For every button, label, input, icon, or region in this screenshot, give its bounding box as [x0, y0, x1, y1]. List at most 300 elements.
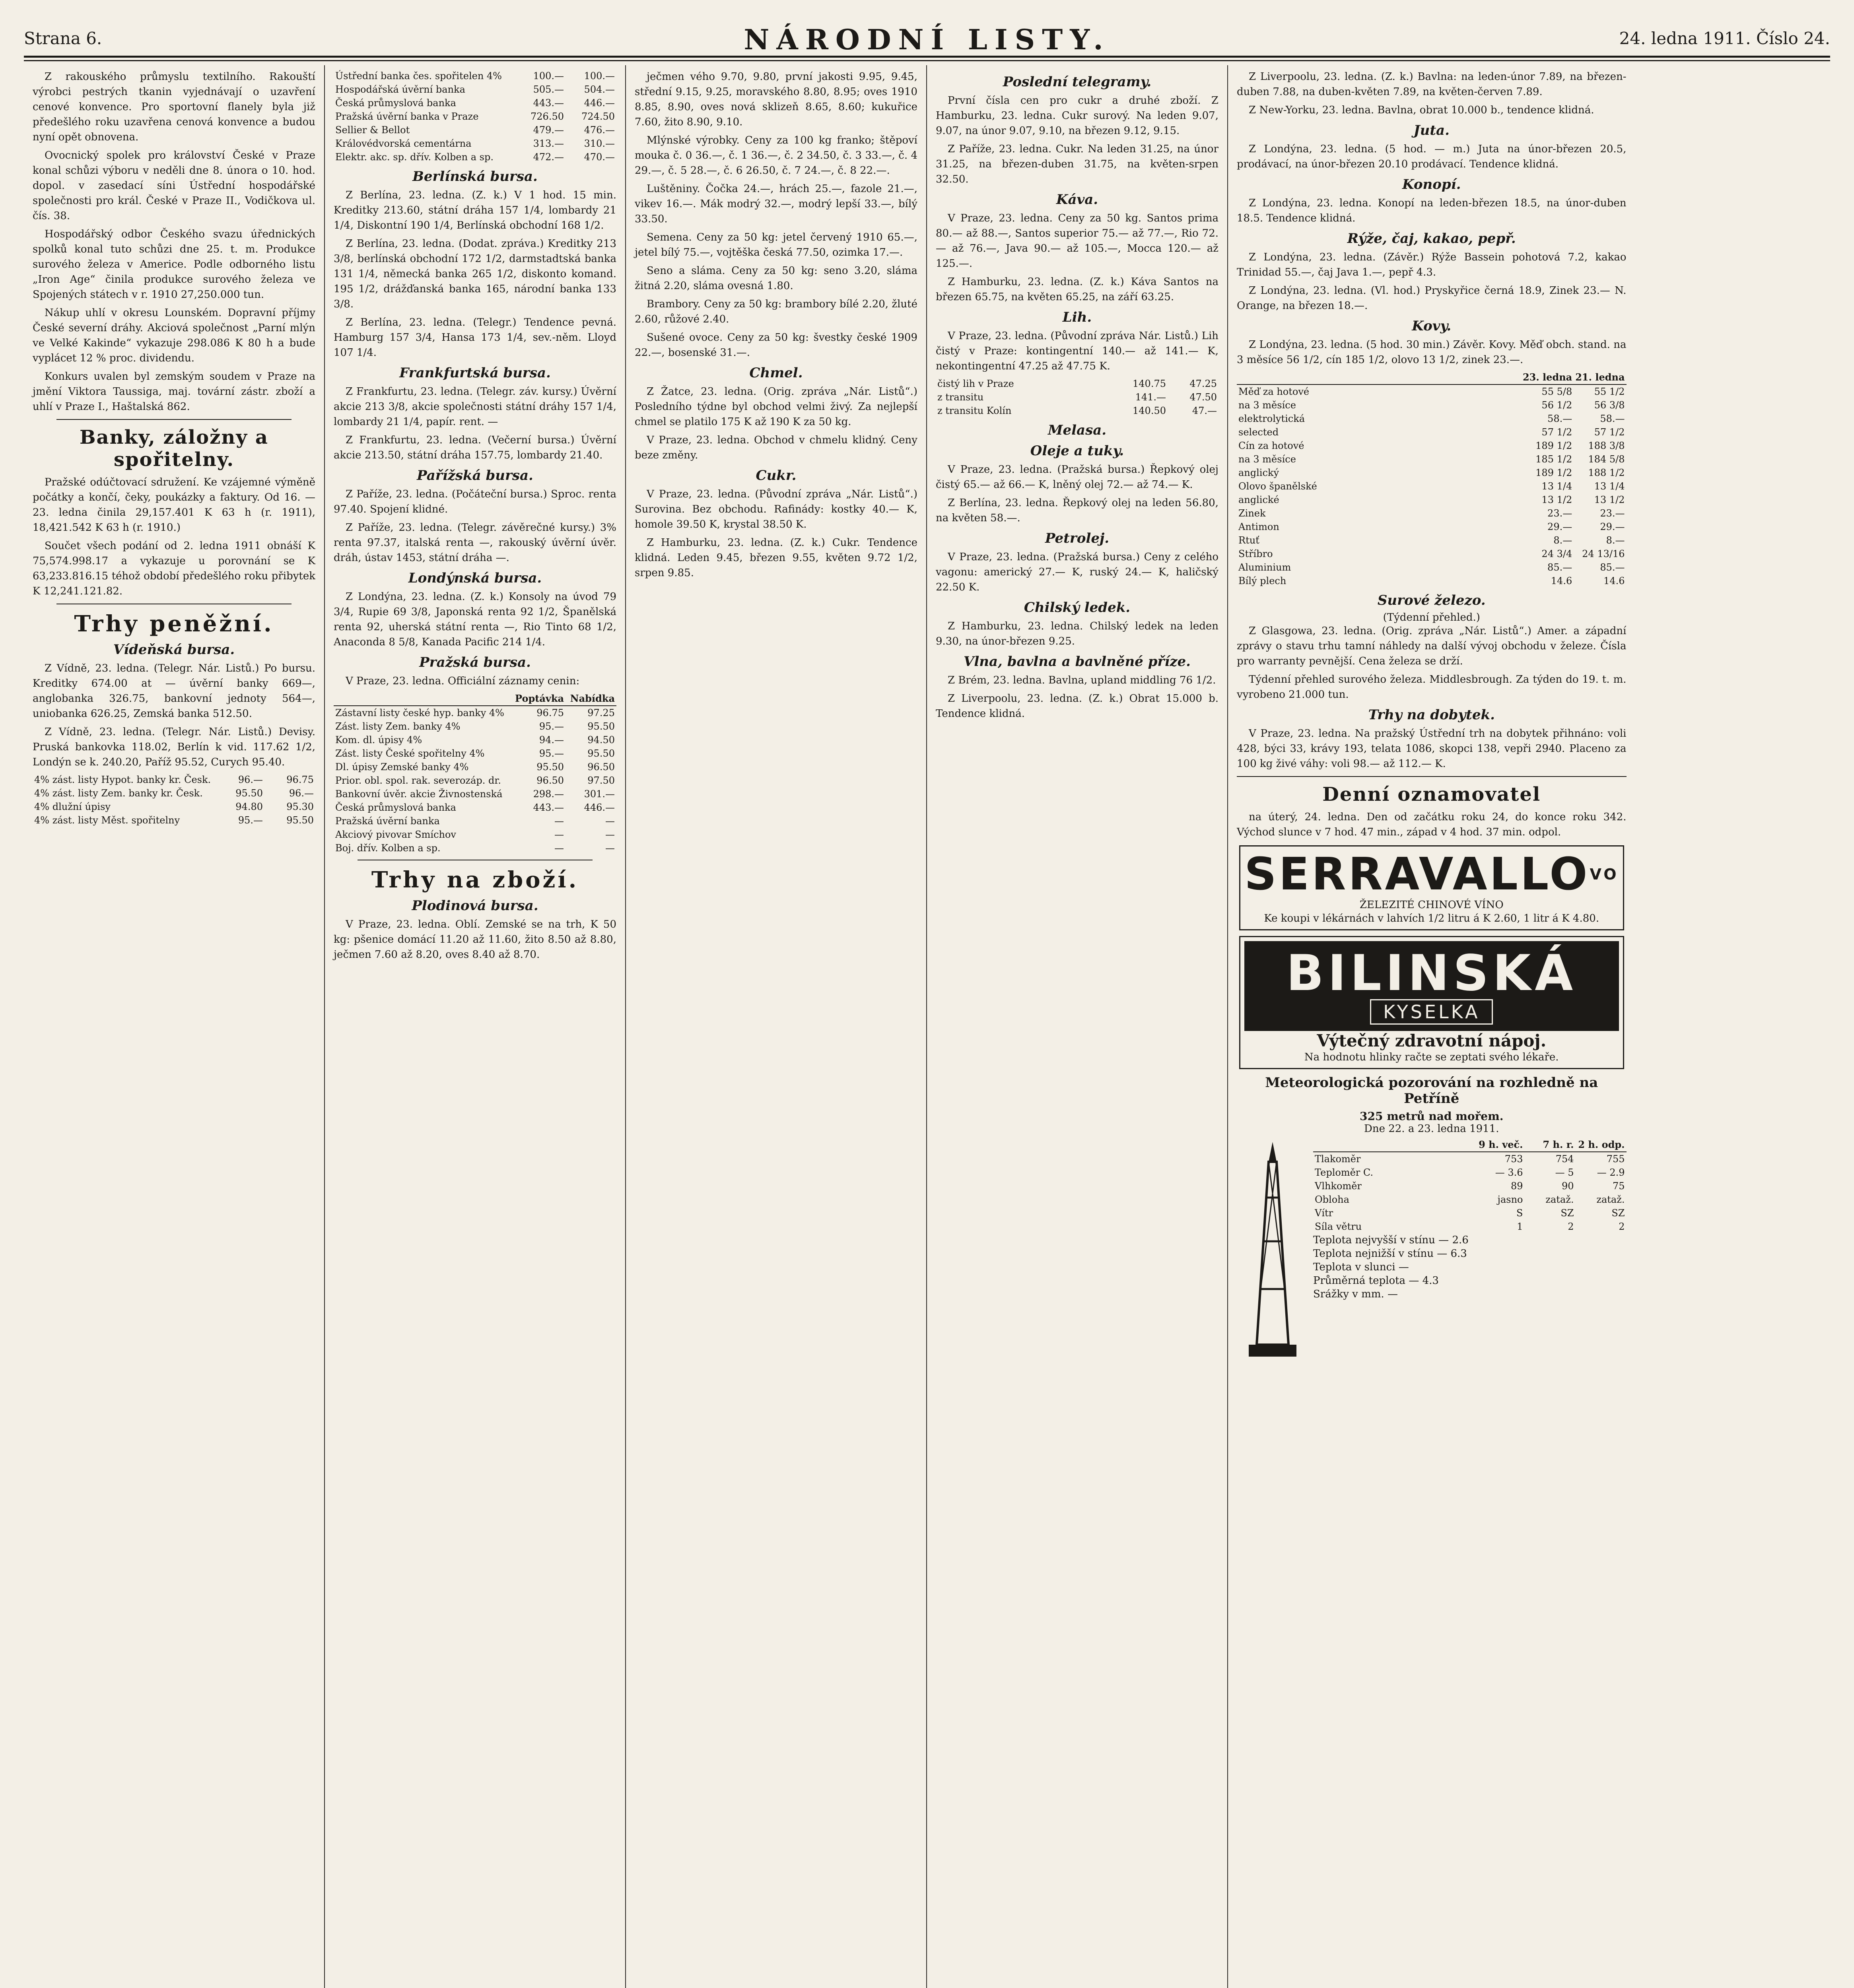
table-cell: — 5: [1555, 1167, 1574, 1178]
table-cell: Aluminium: [1238, 562, 1291, 573]
table-cell: Boj. dřív. Kolben a sp.: [335, 843, 441, 854]
ad-bilinska-sub: KYSELKA: [1370, 999, 1493, 1025]
article-paragraph: Z Hamburku, 23. ledna. (Z. k.) Káva Santos na březen 65.75, na květen 65.25, na září 63.25.: [936, 276, 1219, 303]
table-cell: Bílý plech: [1238, 575, 1287, 586]
table-cell: 301.—: [584, 788, 615, 800]
table-cell: 504.—: [584, 84, 615, 95]
table-cell: —: [605, 815, 615, 827]
article-paragraph: Z Hamburku, 23. ledna. (Z. k.) Cukr. Tendence klidná. Leden 9.45, březen 9.55, květen 9.72 1/2, srpen 9.85.: [635, 537, 917, 579]
table-cell: 755: [1606, 1153, 1625, 1165]
section-heading-daily-notices: Denní oznamovatel: [1322, 783, 1541, 806]
table-row: [334, 123, 616, 137]
table-cell: na 3 měsíce: [1238, 400, 1296, 411]
table-row: [1237, 574, 1627, 588]
table-cell: 97.50: [587, 775, 615, 786]
table-cell: Vlhkoměr: [1315, 1180, 1362, 1192]
table-cell: 505.—: [533, 84, 564, 95]
subheading-berlin: Berlínská bursa.: [412, 169, 538, 184]
table-cell: 89: [1510, 1180, 1523, 1192]
table-row: [1313, 1220, 1627, 1233]
article-paragraph: Sušené ovoce. Ceny za 50 kg: švestky české 1909 22.—, bosenské 31.—.: [635, 332, 917, 359]
table-cell: 726.50: [531, 111, 564, 122]
table-cell: 96.—: [238, 774, 263, 785]
table-cell: Kom. dl. úpisy 4%: [335, 734, 422, 746]
column-5: [1228, 65, 1635, 1988]
article-paragraph: Z Londýna, 23. ledna. (Z. k.) Konsoly na úvod 79 3/4, Rupie 69 3/8, Japonská renta 92 1/2, Španělská renta 92, uherská státní renta —, Rio Tinto 68 1/2, Anaconda 8 5/8, Kanada Pacific 214 1/4.: [334, 591, 616, 648]
table-cell: 14.6: [1603, 575, 1625, 586]
article-paragraph: Hospodářský odbor Českého svazu úřednických spolků konal tuto schůzi dne 25. t. m. Produkce surového železa v Americe. Podle odborného listu „Iron Age“ činila produkce surového železa ve Spojených státech v r. 1910 27,250.000 tun.: [33, 228, 315, 301]
table-row: [33, 800, 315, 813]
table-cell: 23.—: [1547, 508, 1572, 519]
page-number: Strana 6.: [24, 29, 102, 48]
weather-dates: Dne 22. a 23. ledna 1911.: [1364, 1123, 1499, 1135]
table-row: [1237, 412, 1627, 425]
subheading-grain: Plodinová bursa.: [412, 898, 538, 914]
article-paragraph: Z Brém, 23. ledna. Bavlna, upland middling 76 1/2.: [948, 674, 1216, 686]
table-row: [334, 733, 616, 747]
column-1: [24, 65, 325, 1988]
subheading-sugar: Cukr.: [756, 468, 797, 483]
table-row: [936, 404, 1219, 417]
table-row: [1237, 507, 1627, 520]
table-row: [33, 773, 315, 786]
table-cell: Vítr: [1315, 1208, 1333, 1219]
table-row: [334, 774, 616, 787]
table-cell: Zást. listy Zem. banky 4%: [335, 721, 461, 732]
article-paragraph: Seno a sláma. Ceny za 50 kg: seno 3.20, sláma žitná 2.20, sláma ovesná 1.80.: [635, 265, 917, 292]
table-cell: Zinek: [1238, 508, 1266, 519]
metals-table: [1237, 371, 1627, 588]
table-cell: Pražská úvěrní banka: [335, 815, 440, 827]
table-cell: 188 3/8: [1588, 440, 1625, 451]
col1-intro: [33, 69, 315, 414]
table-row: [1237, 425, 1627, 439]
table-cell: 58.—: [1600, 413, 1625, 424]
table-cell: 100.—: [584, 70, 615, 82]
article-paragraph: V Praze, 23. ledna. (Pražská bursa.) Řepkový olej čistý 65.— až 66.— K, lněný olej 72.— až 74.— K.: [936, 464, 1219, 491]
article-paragraph: Konkurs uvalen byl zemským soudem v Praze na jmění Viktora Taussiga, maj. tovární zástr. zboží a uhlí v Praze I., Haštalská 862.: [33, 371, 315, 413]
table-cell: anglické: [1238, 494, 1279, 505]
table-cell: Olovo španělské: [1238, 481, 1317, 492]
subheading-paris: Pařížská bursa.: [417, 468, 533, 483]
table-header-cell: 2 h. odp.: [1576, 1138, 1627, 1152]
article-paragraph: Z Žatce, 23. ledna. (Orig. zpráva „Nár. Listů“.) Posledního týdne byl obchod velmi živý. Za nejlepší chmel se platilo 175 K až 190 K za 50 kg.: [635, 386, 917, 428]
table-cell: 95.50: [286, 815, 314, 826]
weather-footer-line: Průměrná teplota — 4.3: [1313, 1275, 1439, 1287]
table-cell: 24 13/16: [1582, 548, 1625, 559]
table-header-cell: Poptávka: [513, 692, 566, 706]
table-cell: zataž.: [1545, 1194, 1574, 1205]
shares-table: [334, 69, 616, 164]
table-cell: 95.50: [235, 788, 263, 799]
table-cell: 85.—: [1547, 562, 1572, 573]
article-paragraph: Z Berlína, 23. ledna. Řepkový olej na leden 56.80, na květen 58.—.: [936, 497, 1219, 524]
table-cell: Bankovní úvěr. akcie Živnostenská: [335, 788, 503, 800]
table-cell: na 3 měsíce: [1238, 454, 1296, 465]
table-cell: 476.—: [584, 124, 615, 136]
table-cell: 4% zást. listy Hypot. banky kr. Česk.: [34, 774, 211, 785]
iron-subtitle: (Týdenní přehled.): [1383, 612, 1480, 623]
table-cell: 57 1/2: [1541, 427, 1572, 438]
subheading-hemp: Konopí.: [1402, 177, 1461, 192]
table-cell: Měď za hotové: [1238, 386, 1310, 397]
table-header-cell: [1313, 1138, 1474, 1152]
table-cell: Oblohа: [1315, 1194, 1349, 1205]
article-paragraph: ječmen vého 9.70, 9.80, první jakosti 9.95, 9.45, střední 9.15, 9.25, moravského 8.80, 8.95; oves 1910 8.85, 8.90, oves nová sklizeň 8.65, 8.60; kukuřice 7.60, žito 8.90, 9.10.: [635, 71, 917, 128]
table-header-cell: 9 h. več.: [1474, 1138, 1525, 1152]
table-cell: —: [554, 843, 564, 854]
table-cell: jasno: [1497, 1194, 1523, 1205]
subheading-molasses: Melasa.: [1047, 422, 1107, 438]
weather-footer-line: Srážky v mm. —: [1313, 1288, 1398, 1300]
table-cell: —: [554, 815, 564, 827]
table-cell: 298.—: [533, 788, 564, 800]
article-paragraph: V Praze, 23. ledna. (Původní zpráva „Nár. Listů“.) Surovina. Bez obchodu. Rafinády: kostky 40.— K, homole 39.50 K, krystal 38.50 K.: [635, 488, 917, 530]
table-cell: — 3.6: [1495, 1167, 1523, 1178]
table-row: [334, 801, 616, 814]
petrin-tower-illustration: [1237, 1138, 1308, 1361]
weather-footer-line: Teplota nejvyšší v stínu — 2.6: [1313, 1234, 1469, 1246]
table-row: [334, 150, 616, 164]
table-cell: Antimon: [1238, 521, 1279, 532]
masthead: [24, 24, 1830, 58]
subheading-jute: Juta.: [1413, 122, 1450, 138]
ad-serravallo-suffix: VO: [1590, 866, 1619, 883]
table-row: [334, 814, 616, 828]
article-paragraph: V Praze, 23. ledna. (Původní zpráva Nár. Listů.) Lih čistý v Praze: kontingentní 140.— až 141.— K, nekontingentní 47.25 až 47.75 K.: [936, 330, 1219, 372]
table-header-row: [1237, 371, 1627, 384]
article-paragraph: Z Liverpoolu, 23. ledna. (Z. k.) Bavlna: na leden-únor 7.89, na březen-duben 7.88, na duben-květen 7.89, na květen-červen 7.89.: [1237, 71, 1627, 98]
article-paragraph: První čísla cen pro cukr a druhé zboží. Z Hamburku, 23. ledna. Cukr surový. Na leden 9.07, 9.07, na únor 9.07, 9.10, na březen 9.12, 9.15.: [936, 95, 1219, 137]
table-cell: čistý lih v Praze: [937, 378, 1014, 389]
table-cell: —: [605, 829, 615, 840]
table-row: [334, 69, 616, 83]
ad-bilinska-slogan: Výtečný zdravotní nápoj.: [1317, 1031, 1547, 1050]
subheading-prague: Pražská bursa.: [419, 654, 531, 670]
ad-serravallo-name: SERRAVALLO: [1244, 848, 1590, 900]
table-row: [334, 720, 616, 733]
newspaper-title: NÁRODNÍ LISTY.: [744, 23, 1110, 56]
table-cell: 754: [1555, 1153, 1574, 1165]
table-cell: 75: [1612, 1180, 1625, 1192]
table-row: [936, 390, 1219, 404]
table-cell: 95.50: [587, 721, 615, 732]
table-row: [1237, 561, 1627, 574]
article-paragraph: Brambory. Ceny za 50 kg: brambory bílé 2.20, žluté 2.60, růžové 2.40.: [635, 298, 917, 325]
article-paragraph: Luštěniny. Čočka 24.—, hrách 25.—, fazole 21.—, vikev 16.—. Mák modrý 32.—, modrý lepší 33.—, bílý 33.50.: [635, 183, 917, 225]
table-cell: Dl. úpisy Zemské banky 4%: [335, 761, 469, 773]
article-paragraph: Z Hamburku, 23. ledna. Chilský ledek na leden 9.30, na únor-březen 9.25.: [936, 620, 1219, 647]
table-row: [1313, 1193, 1627, 1206]
table-row: [1237, 466, 1627, 480]
table-cell: 13 1/4: [1594, 481, 1625, 492]
table-cell: 58.—: [1547, 413, 1572, 424]
table-cell: Stříbro: [1238, 548, 1273, 559]
table-cell: Česká průmyslová banka: [335, 802, 456, 813]
table-row: [936, 377, 1219, 390]
ad-serravallo-line: Ke koupi v lékárnách v lahvích 1/2 litru á K 2.60, 1 litr á K 4.80.: [1264, 912, 1599, 924]
table-cell: —: [605, 843, 615, 854]
article-paragraph: Ovocnický spolek pro království České v Praze konal schůzi výboru v neděli dne 8. února o 10. hod. dopol. v zasedací síni Ústřední hospodářské společnosti pro král. České v Praze II., Vodičkova ul. čís. 38.: [33, 149, 315, 222]
subheading-wool-cotton: Vlna, bavlna a bavlněné příze.: [963, 654, 1191, 670]
table-row: [1313, 1179, 1627, 1193]
subheading-cattle: Trhy na dobytek.: [1368, 707, 1495, 723]
table-cell: elektrolytická: [1238, 413, 1305, 424]
table-cell: Hospodářská úvěrní banka: [335, 84, 465, 95]
article-paragraph: Z rakouského průmyslu textilního. Rakouští výrobci pestrých tkanin vyjednávají o uzavření cenové konvence. Pro sportovní flanely byla již předešlého roku uzavřena cenová konvence a budou nyní opět obnovena.: [33, 71, 315, 143]
table-cell: 56 1/2: [1541, 400, 1572, 411]
table-row: [1237, 439, 1627, 452]
table-cell: 14.6: [1551, 575, 1572, 586]
table-cell: —: [554, 829, 564, 840]
article-paragraph: V Praze, 23. ledna. Officiální záznamy cenin:: [346, 675, 580, 687]
article-paragraph: na úterý, 24. ledna. Den od začátku roku 24, do konce roku 342. Východ slunce v 7 hod. 47 min., západ v 4 hod. 37 min. odpol.: [1237, 811, 1627, 838]
article-paragraph: V Praze, 23. ledna. Obchod v chmelu klidný. Ceny beze změny.: [635, 434, 917, 461]
divider: [1237, 776, 1627, 777]
table-cell: Rtuť: [1238, 535, 1259, 546]
table-cell: 189 1/2: [1535, 467, 1572, 478]
article-paragraph: Z Glasgowa, 23. ledna. (Orig. zpráva „Nár. Listů“.) Amer. a západní zprávy o stavu trhu tamní náhledy na další vývoj obchodu v železe. Čísla pro warranty pevnější. Cena železa se drží.: [1237, 625, 1627, 667]
table-cell: Ústřední banka čes. spořitelen 4%: [335, 70, 502, 82]
subheading-rice-tea: Rýže, čaj, kakao, pepř.: [1347, 231, 1516, 247]
table-cell: 4% zást. listy Zem. banky kr. Česk.: [34, 788, 203, 799]
article-paragraph: Z Berlína, 23. ledna. (Telegr.) Tendence pevná. Hamburg 157 3/4, Hansa 173 1/4, sev.-něm. Lloyd 107 1/4.: [334, 316, 616, 359]
table-cell: 95.30: [286, 801, 314, 812]
subheading-frankfurt: Frankfurtská bursa.: [399, 365, 551, 381]
table-header-cell: Nabídka: [566, 692, 616, 706]
table-header-row: [334, 692, 616, 706]
table-row: [33, 786, 315, 800]
table-cell: 57 1/2: [1594, 427, 1625, 438]
table-cell: 47.25: [1189, 378, 1217, 389]
table-cell: Akciový pivovar Smíchov: [335, 829, 456, 840]
table-row: [1237, 534, 1627, 547]
table-cell: 140.75: [1133, 378, 1166, 389]
table-cell: 23.—: [1600, 508, 1625, 519]
table-cell: zataž.: [1596, 1194, 1625, 1205]
table-cell: z transitu: [937, 392, 984, 403]
table-row: [1313, 1166, 1627, 1179]
table-row: [334, 828, 616, 841]
subheading-telegrams: Poslední telegramy.: [1003, 74, 1152, 90]
ad-bilinska-banner: [1244, 941, 1619, 1031]
table-cell: 29.—: [1600, 521, 1625, 532]
table-cell: 753: [1504, 1153, 1523, 1165]
article-paragraph: Z Londýna, 23. ledna. (Závěr.) Rýže Bassein pohotová 7.2, kakao Trinidad 55.—, čaj Java 1.—, pepř 4.3.: [1237, 251, 1627, 278]
article-paragraph: Z Paříže, 23. ledna. (Telegr. závěrečné kursy.) 3% renta 97.37, italská renta —, rakouský úvěrní úvěr. dráh, ústav 1453, státní dráha —.: [334, 522, 616, 564]
article-paragraph: V Praze, 23. ledna. Ceny za 50 kg. Santos prima 80.— až 88.—, Santos superior 75.— až 77.—, Rio 72.— až 76.—, Java 90.— až 105.—, Mocca 120.— až 125.—.: [936, 212, 1219, 270]
table-cell: 24 3/4: [1541, 548, 1572, 559]
table-cell: 479.—: [533, 124, 564, 136]
table-row: [1237, 493, 1627, 507]
table-row: [1313, 1152, 1627, 1166]
table-cell: Zástavní listy české hyp. banky 4%: [335, 707, 504, 718]
table-cell: 446.—: [584, 97, 615, 109]
subheading-nitrate: Chilský ledek.: [1024, 600, 1131, 615]
ad-bilinska-name: BILINSKÁ: [1286, 945, 1577, 1002]
table-row: [1237, 480, 1627, 493]
table-cell: 724.50: [581, 111, 615, 122]
weather-altitude: 325 metrů nad mořem.: [1360, 1110, 1504, 1123]
table-cell: Elektr. akc. sp. dřív. Kolben a sp.: [335, 151, 494, 163]
table-cell: Prior. obl. spol. rak. severozáp. dr.: [335, 775, 501, 786]
table-header-cell: [1237, 371, 1521, 384]
table-row: [334, 760, 616, 774]
table-cell: z transitu Kolín: [937, 405, 1012, 416]
table-cell: 443.—: [533, 802, 564, 813]
table-cell: 96.—: [289, 788, 314, 799]
table-row: [1237, 547, 1627, 561]
table-cell: 310.—: [584, 138, 615, 149]
section-heading-banks: Banky, záložny a spořitelny.: [79, 426, 268, 471]
table-cell: Tlakoměr: [1315, 1153, 1361, 1165]
weather-report: [1237, 1075, 1627, 1361]
table-cell: 13 1/4: [1541, 481, 1572, 492]
table-row: [334, 841, 616, 855]
table-cell: 94.80: [235, 801, 263, 812]
article-paragraph: V Praze, 23. ledna. Oblí. Zemské se na trh, K 50 kg: pšenice domácí 11.20 až 11.60, žito 8.50 až 8.80, ječmen 7.60 až 8.20, oves 8.40 až 8.70.: [334, 918, 616, 961]
table-cell: — 2.9: [1597, 1167, 1625, 1178]
article-paragraph: Z Vídně, 23. ledna. (Telegr. Nár. Listů.) Devisy. Pruská bankovka 118.02, Berlín k vid. 117.62 1/2, Londýn se k. 240.20, Paříž 95.52, Curych 95.40.: [33, 726, 315, 768]
article-paragraph: Z Londýna, 23. ledna. (5 hod. 30 min.) Závěr. Kovy. Měď obch. stand. na 3 měsíce 56 1/2, cín 185 1/2, olovo 13 1/2, zinek 23.—.: [1237, 339, 1627, 366]
article-paragraph: Z Londýna, 23. ledna. (Vl. hod.) Pryskyřice černá 18.9, Zinek 23.— N. Orange, na březen 18.—.: [1237, 285, 1627, 312]
table-row: [1237, 384, 1627, 398]
subheading-oils: Oleje a tuky.: [1030, 443, 1124, 459]
column-2: [325, 65, 626, 1988]
section-heading-goods-markets: Trhy na zboží.: [371, 867, 579, 893]
table-cell: 56 3/8: [1594, 400, 1625, 411]
article-paragraph: Z Berlína, 23. ledna. (Dodat. zpráva.) Kreditky 213 3/8, berlínská obchodní 172 1/2, darmstadtská banka 131 1/4, německá banka 265 1/2, diskonto komand. 195 1/2, drážďanská banka 165, národní banka 133 3/8.: [334, 238, 616, 310]
table-cell: 185 1/2: [1535, 454, 1572, 465]
table-cell: 189 1/2: [1535, 440, 1572, 451]
subheading-iron: Surové železo.: [1377, 592, 1486, 608]
article-paragraph: Z Londýna, 23. ledna. (5 hod. — m.) Juta na únor-březen 20.5, prodávací, na únor-březen 20.10 prodávací. Tendence klidná.: [1237, 143, 1627, 170]
table-row: [334, 706, 616, 720]
prague-price-table: [334, 692, 616, 855]
subheading-metals: Kovy.: [1412, 318, 1452, 334]
table-cell: Pražská úvěrní banka v Praze: [335, 111, 479, 122]
column-4: [927, 65, 1228, 1988]
table-header-row: [1313, 1138, 1627, 1152]
table-cell: SZ: [1611, 1208, 1625, 1219]
table-cell: 97.25: [587, 707, 615, 718]
subheading-hops: Chmel.: [749, 365, 803, 381]
table-cell: 96.75: [536, 707, 564, 718]
weather-table: [1313, 1138, 1627, 1233]
subheading-coffee: Káva.: [1056, 192, 1098, 208]
ad-serravallo-brand: [1244, 850, 1619, 898]
spirits-table: [936, 377, 1219, 417]
section-heading-money-markets: Trhy peněžní.: [74, 611, 274, 637]
table-cell: 446.—: [584, 802, 615, 813]
table-cell: 313.—: [533, 138, 564, 149]
table-cell: 141.—: [1135, 392, 1166, 403]
article-paragraph: V Praze, 23. ledna. Na pražský Ústřední trh na dobytek přihnáno: voli 428, býci 33, krávy 193, telata 1086, skopci 138, vepři 2940. Placeno za 100 kg živé váhy: voli 98.— až 112.— K.: [1237, 728, 1627, 770]
table-cell: 188 1/2: [1588, 467, 1625, 478]
columns: [24, 65, 1830, 1988]
article-paragraph: Z Londýna, 23. ledna. Konopí na leden-březen 18.5, na únor-duben 18.5. Tendence klidná.: [1237, 197, 1627, 224]
table-cell: Síla větru: [1315, 1221, 1362, 1232]
table-cell: 4% zást. listy Měst. spořitelny: [34, 815, 180, 826]
table-cell: 13 1/2: [1541, 494, 1572, 505]
weather-block: [1237, 1138, 1627, 1361]
table-cell: 95.—: [238, 815, 263, 826]
article-paragraph: Z New-Yorku, 23. ledna. Bavlna, obrat 10.000 b., tendence klidná.: [1249, 104, 1594, 116]
column-3: [626, 65, 927, 1988]
table-cell: 85.—: [1600, 562, 1625, 573]
table-row: [1237, 398, 1627, 412]
table-cell: Sellier & Bellot: [335, 124, 410, 136]
table-cell: S: [1516, 1208, 1523, 1219]
table-cell: 96.75: [286, 774, 314, 785]
table-cell: Cín za hotové: [1238, 440, 1304, 451]
article-paragraph: Semena. Ceny za 50 kg: jetel červený 1910 65.—, jetel bílý 75.—, vojtěška česká 77.50, ozimka 17.—.: [635, 231, 917, 258]
table-cell: 95.50: [536, 761, 564, 773]
table-row: [334, 747, 616, 760]
article-paragraph: Z Liverpoolu, 23. ledna. (Z. k.) Obrat 15.000 b. Tendence klidná.: [936, 693, 1219, 720]
article-paragraph: Součet všech podání od 2. ledna 1911 obnáší K 75,574.998.17 a vykazuje u porovnání se K 63,233.816.15 téhož období předešlého roku přibytek K 12,241.121.82.: [33, 540, 315, 597]
table-header-cell: [334, 692, 513, 706]
table-cell: Zást. listy České spořitelny 4%: [335, 748, 485, 759]
table-cell: 13 1/2: [1594, 494, 1625, 505]
article-paragraph: Nákup uhlí v okresu Lounském. Dopravní příjmy České severní dráhy. Akciová společnost „Parní mlýn ve Velké Kakinde“ vykazuje 298.086 K 80 h a bude vyplácet 12 % proc. dividendu.: [33, 307, 315, 364]
table-row: [33, 813, 315, 827]
issue-date: 24. ledna 1911. Číslo 24.: [1619, 29, 1830, 48]
table-header-cell: 7 h. r.: [1525, 1138, 1576, 1152]
ad-serravallo-tagline: ŽELEZITÉ CHINOVÉ VÍNO: [1359, 899, 1504, 911]
table-cell: SZ: [1561, 1208, 1574, 1219]
table-header-cell: 21. ledna: [1574, 371, 1626, 384]
weather-footer-line: Teplota nejnižší v stínu — 6.3: [1313, 1248, 1467, 1260]
advertisement-serravallo: [1239, 845, 1624, 930]
table-cell: 47.—: [1192, 405, 1217, 416]
article-paragraph: Z Berlína, 23. ledna. (Z. k.) V 1 hod. 15 min. Kreditky 213.60, státní dráha 157 1/4, lombardy 21 1/4, Diskontní 190 1/4, Berlínská obchodní 168 1/2.: [334, 189, 616, 231]
table-cell: 94.50: [587, 734, 615, 746]
table-cell: anglický: [1238, 467, 1279, 478]
table-row: [1313, 1206, 1627, 1220]
table-cell: 95.—: [539, 748, 564, 759]
table-cell: 2: [1619, 1221, 1625, 1232]
table-cell: 96.50: [536, 775, 564, 786]
subheading-vienna: Vídeňská bursa.: [113, 642, 235, 658]
table-cell: 29.—: [1547, 521, 1572, 532]
table-cell: 470.—: [584, 151, 615, 163]
table-cell: 90: [1561, 1180, 1574, 1192]
table-cell: 184 5/8: [1588, 454, 1625, 465]
table-row: [334, 137, 616, 150]
table-cell: 2: [1568, 1221, 1574, 1232]
table-cell: 55 1/2: [1594, 386, 1625, 397]
article-paragraph: Z Frankfurtu, 23. ledna. (Večerní bursa.) Úvěrní akcie 213.50, státní dráha 157.75, lombardy 21.40.: [334, 434, 616, 461]
table-cell: 96.50: [587, 761, 615, 773]
weather-table-wrapper: [1313, 1138, 1627, 1361]
article-paragraph: Z Paříže, 23. ledna. Cukr. Na leden 31.25, na únor 31.25, na březen-duben 31.75, na květen-srpen 32.50.: [936, 143, 1219, 185]
divider: [56, 419, 292, 420]
table-header-cell: 23. ledna: [1521, 371, 1574, 384]
table-cell: 8.—: [1553, 535, 1572, 546]
table-cell: 95.—: [539, 721, 564, 732]
table-cell: 472.—: [533, 151, 564, 163]
masthead-rule: [24, 60, 1830, 61]
tower-icon: [1237, 1138, 1308, 1361]
table-cell: 94.—: [539, 734, 564, 746]
vienna-price-table: [33, 773, 315, 827]
table-cell: Česká průmyslová banka: [335, 97, 456, 109]
table-cell: 47.50: [1189, 392, 1217, 403]
table-cell: 1: [1517, 1221, 1523, 1232]
subheading-petroleum: Petrolej.: [1045, 530, 1110, 546]
article-paragraph: Z Vídně, 23. ledna. (Telegr. Nár. Listů.) Po bursu. Kreditky 674.00 at — úvěrní banky 669—, anglobanka 326.75, bankovní jednoty 564—, uniobanka 626.25, Zemská banka 512.50.: [33, 662, 315, 720]
